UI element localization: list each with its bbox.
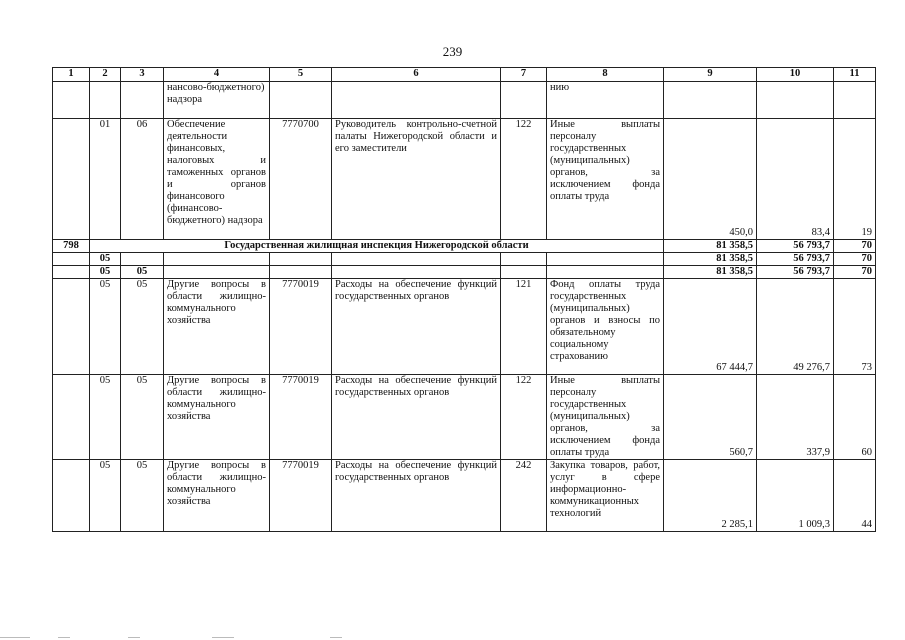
amount-plan-cell: 81 358,5: [664, 253, 757, 266]
table-cell: [53, 279, 90, 375]
header-cell: 11: [834, 68, 876, 82]
table-cell: [332, 253, 501, 266]
table-cell: [501, 266, 547, 279]
section-code-cell: 05: [90, 279, 121, 375]
table-row: [53, 82, 876, 119]
table-row: [53, 460, 876, 532]
percent-cell: 60: [834, 375, 876, 460]
subsection-code-cell: 06: [121, 119, 164, 240]
table-cell: [757, 82, 834, 119]
table-cell: [834, 82, 876, 119]
percent-cell: 19: [834, 119, 876, 240]
section-name-cell: Другие вопросы в области жилищно-коммунального хозяйства: [164, 375, 270, 460]
table-cell: [53, 375, 90, 460]
header-cell: 1: [53, 68, 90, 82]
table-cell: [164, 266, 270, 279]
amount-actual-cell: 337,9: [757, 375, 834, 460]
table-cell: [53, 82, 90, 119]
amount-plan-cell: 81 358,5: [664, 240, 757, 253]
percent-cell: 70: [834, 240, 876, 253]
table-cell: [332, 82, 501, 119]
table-cell: [270, 253, 332, 266]
subsection-code-cell: 05: [121, 279, 164, 375]
subsection-code-cell: 05: [121, 460, 164, 532]
table-cell: [270, 266, 332, 279]
expense-type-cell: Иные выплаты персоналу государственных (муниципальных) органов, за исключением фонда оплаты труда: [547, 119, 664, 240]
expense-code-cell: 122: [501, 119, 547, 240]
section-code-cell: 05: [90, 253, 121, 266]
table-cell: [270, 82, 332, 119]
amount-actual-cell: 1 009,3: [757, 460, 834, 532]
header-cell: 10: [757, 68, 834, 82]
section-name-cell: Другие вопросы в области жилищно-коммунального хозяйства: [164, 279, 270, 375]
amount-actual-cell: 56 793,7: [757, 266, 834, 279]
agency-row: [53, 240, 876, 253]
target-code-cell: 7770019: [270, 279, 332, 375]
expense-code-cell: 122: [501, 375, 547, 460]
target-code-cell: 7770019: [270, 460, 332, 532]
section-name-cell: Обеспечение деятельности финансовых, налоговых и таможенных органов и органов финансового (финансово-бюджетного) надзора: [164, 119, 270, 240]
table-cell: [53, 119, 90, 240]
amount-actual-cell: 56 793,7: [757, 253, 834, 266]
header-cell: 5: [270, 68, 332, 82]
section-name-cell: Другие вопросы в области жилищно-коммунального хозяйства: [164, 460, 270, 532]
table-cell: [53, 460, 90, 532]
header-cell: 9: [664, 68, 757, 82]
table-cell: [501, 82, 547, 119]
amount-actual-cell: 83,4: [757, 119, 834, 240]
table-cell: [121, 82, 164, 119]
amount-actual-cell: 56 793,7: [757, 240, 834, 253]
table-cell: [53, 253, 90, 266]
table-cell: [332, 266, 501, 279]
agency-code-cell: 798: [53, 240, 90, 253]
expense-type-cell: Фонд оплаты труда государственных (муниципальных) органов и взносы по обязательному социальному страхованию: [547, 279, 664, 375]
table-row: [53, 279, 876, 375]
amount-plan-cell: 450,0: [664, 119, 757, 240]
agency-title-cell: Государственная жилищная инспекция Нижегородской области: [90, 240, 664, 253]
page-number: 239: [442, 44, 463, 59]
table-cell: [90, 82, 121, 119]
section-row: [53, 253, 876, 266]
header-cell: 6: [332, 68, 501, 82]
expense-type-cell: нию: [547, 82, 664, 119]
expense-type-cell: Иные выплаты персоналу государственных (муниципальных) органов, за исключением фонда оплаты труда: [547, 375, 664, 460]
amount-plan-cell: 560,7: [664, 375, 757, 460]
target-name-cell: Расходы на обеспечение функций государственных органов: [332, 375, 501, 460]
table-row: [53, 375, 876, 460]
table-cell: [501, 253, 547, 266]
target-name-cell: Расходы на обеспечение функций государственных органов: [332, 460, 501, 532]
subsection-code-cell: [121, 253, 164, 266]
table-cell: [547, 253, 664, 266]
scan-edge-marks: [0, 634, 905, 638]
target-name-cell: Руководитель контрольно-счетной палаты Нижегородской области и его заместители: [332, 119, 501, 240]
budget-table: [52, 67, 876, 532]
table-cell: [53, 266, 90, 279]
section-code-cell: 05: [90, 375, 121, 460]
table-cell: [164, 253, 270, 266]
table-cell: [664, 82, 757, 119]
section-code-cell: 05: [90, 460, 121, 532]
percent-cell: 70: [834, 253, 876, 266]
amount-plan-cell: 81 358,5: [664, 266, 757, 279]
target-name-cell: Расходы на обеспечение функций государственных органов: [332, 279, 501, 375]
header-cell: 8: [547, 68, 664, 82]
target-code-cell: 7770700: [270, 119, 332, 240]
expense-code-cell: 242: [501, 460, 547, 532]
section-name-cell: нансово-бюджетного) надзора: [164, 82, 270, 119]
percent-cell: 70: [834, 266, 876, 279]
header-cell: 7: [501, 68, 547, 82]
table-cell: [547, 266, 664, 279]
expense-type-cell: Закупка товаров, работ, услуг в сфере информационно-коммуникационных технологий: [547, 460, 664, 532]
section-code-cell: 01: [90, 119, 121, 240]
section-code-cell: 05: [90, 266, 121, 279]
amount-actual-cell: 49 276,7: [757, 279, 834, 375]
amount-plan-cell: 67 444,7: [664, 279, 757, 375]
header-cell: 4: [164, 68, 270, 82]
target-code-cell: 7770019: [270, 375, 332, 460]
section-row: [53, 266, 876, 279]
subsection-code-cell: 05: [121, 266, 164, 279]
percent-cell: 73: [834, 279, 876, 375]
amount-plan-cell: 2 285,1: [664, 460, 757, 532]
table-header-row: [53, 68, 876, 82]
header-cell: 2: [90, 68, 121, 82]
header-cell: 3: [121, 68, 164, 82]
expense-code-cell: 121: [501, 279, 547, 375]
subsection-code-cell: 05: [121, 375, 164, 460]
table-row: [53, 119, 876, 240]
percent-cell: 44: [834, 460, 876, 532]
